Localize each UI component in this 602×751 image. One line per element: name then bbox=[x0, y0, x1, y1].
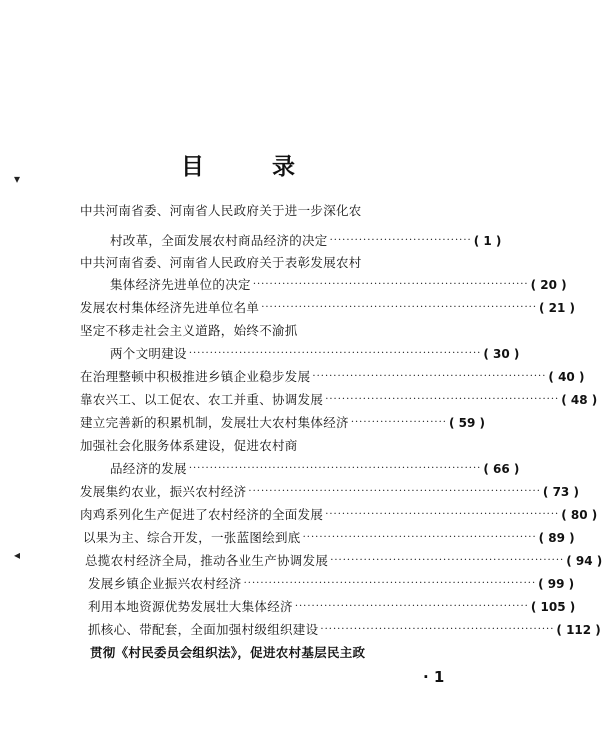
toc-page-number: ( 99 ) bbox=[538, 577, 575, 591]
toc-entry-text: 肉鸡系列化生产促进了农村经济的全面发展 bbox=[80, 507, 324, 522]
toc-entry[interactable] bbox=[80, 200, 362, 222]
leader-dots: ························································ bbox=[294, 601, 529, 612]
leader-dots: ························································ bbox=[325, 394, 560, 405]
toc-entry[interactable] bbox=[88, 573, 575, 595]
toc-entry[interactable] bbox=[110, 274, 567, 296]
toc-page-number: ( 94 ) bbox=[566, 554, 602, 568]
toc-entry[interactable] bbox=[90, 642, 365, 664]
toc-entry[interactable] bbox=[110, 343, 520, 365]
toc-entry-text: 发展农村集体经济先进单位名单 bbox=[80, 300, 260, 315]
leader-dots: ························································ bbox=[312, 371, 547, 382]
leader-dots: ·································· bbox=[329, 235, 472, 246]
toc-entry-text: 贯彻《村民委员会组织法》，促进农村基层民主政 bbox=[90, 645, 366, 660]
leader-dots: ······································································ bbox=[248, 486, 541, 497]
leader-dots: ·································································· bbox=[252, 279, 529, 290]
toc-entry-text: 发展乡镇企业振兴农村经济 bbox=[88, 576, 242, 591]
toc-entry[interactable] bbox=[88, 596, 576, 618]
leader-dots: ······································································ bbox=[188, 463, 482, 474]
toc-entry[interactable] bbox=[80, 297, 576, 319]
toc-entry[interactable] bbox=[110, 458, 520, 480]
toc-page-number: ( 66 ) bbox=[483, 462, 520, 476]
toc-page-number: ( 105 ) bbox=[530, 600, 576, 614]
toc-entry[interactable] bbox=[83, 527, 575, 549]
toc-entry[interactable] bbox=[80, 435, 298, 457]
toc-entry-text: 建立完善新的积累机制，发展壮大农村集体经济 bbox=[80, 415, 349, 430]
toc-page-number: ( 89 ) bbox=[538, 531, 575, 545]
toc-entry-text: 品经济的发展 bbox=[110, 461, 187, 476]
toc-page-number: ( 40 ) bbox=[548, 370, 585, 384]
toc-entry-text: 中共河南省委、河南省人民政府关于表彰发展农村 bbox=[80, 255, 362, 270]
scan-mark: ◂ bbox=[14, 548, 21, 562]
leader-dots: ························································ bbox=[325, 509, 560, 520]
toc-entry[interactable] bbox=[80, 389, 598, 411]
toc-entry-text: 以果为主、综合开发，一张蓝图绘到底 bbox=[83, 530, 301, 545]
leader-dots: ························································ bbox=[320, 624, 555, 635]
toc-entry-text: 中共河南省委、河南省人民政府关于进一步深化农 bbox=[80, 203, 362, 218]
toc-entry[interactable] bbox=[80, 481, 579, 503]
toc-page-number: ( 112 ) bbox=[556, 623, 601, 637]
leader-dots: ·································································· bbox=[261, 302, 537, 313]
toc-entry[interactable] bbox=[80, 252, 362, 274]
toc-entry-text: 利用本地资源优势发展壮大集体经济 bbox=[88, 599, 293, 614]
toc-page-number: ( 80 ) bbox=[561, 508, 598, 522]
toc-entry-text: 坚定不移走社会主义道路，始终不渝抓 bbox=[80, 323, 298, 338]
leader-dots: ························································ bbox=[302, 532, 537, 543]
toc-entry-text: 加强社会化服务体系建设，促进农村商 bbox=[80, 438, 298, 453]
leader-dots: ························································ bbox=[330, 555, 565, 566]
toc-entry-text: 集体经济先进单位的决定 bbox=[110, 277, 251, 292]
toc-page-number: ( 20 ) bbox=[530, 278, 567, 292]
toc-page-number: ( 73 ) bbox=[542, 485, 579, 499]
toc-entry-text: 在治理整顿中积极推进乡镇企业稳步发展 bbox=[80, 369, 311, 384]
toc-entry-text: 村改革，全面发展农村商品经济的决定 bbox=[110, 233, 328, 248]
page-title: 目 录 bbox=[180, 154, 325, 180]
toc-page-number: ( 48 ) bbox=[561, 393, 598, 407]
toc-entry[interactable] bbox=[110, 230, 502, 252]
toc-page-number: ( 21 ) bbox=[539, 301, 576, 315]
toc-entry[interactable] bbox=[80, 320, 298, 342]
toc-entry[interactable] bbox=[85, 550, 602, 572]
toc-entry[interactable] bbox=[88, 619, 601, 641]
toc-page-number: ( 59 ) bbox=[448, 416, 485, 430]
toc-entry[interactable] bbox=[80, 366, 585, 388]
toc-entry-text: 总揽农村经济全局，推动各业生产协调发展 bbox=[85, 553, 329, 568]
leader-dots: ······································································ bbox=[243, 578, 537, 589]
toc-entry-text: 抓核心、带配套，全面加强村级组织建设 bbox=[88, 622, 319, 637]
scan-mark: ▾ bbox=[14, 172, 21, 186]
toc-page-number: ( 1 ) bbox=[473, 234, 502, 248]
toc-page-number: ( 30 ) bbox=[483, 347, 520, 361]
leader-dots: ······································································ bbox=[188, 348, 482, 359]
toc-entry-text: 靠农兴工、以工促农、农工并重、协调发展 bbox=[80, 392, 324, 407]
leader-dots: ······················· bbox=[350, 417, 447, 428]
toc-entry[interactable] bbox=[80, 412, 485, 434]
page-number: · 1 bbox=[423, 668, 445, 686]
toc-entry[interactable] bbox=[80, 504, 598, 526]
toc-entry-text: 两个文明建设 bbox=[110, 346, 187, 361]
toc-entry-text: 发展集约农业，振兴农村经济 bbox=[80, 484, 247, 499]
